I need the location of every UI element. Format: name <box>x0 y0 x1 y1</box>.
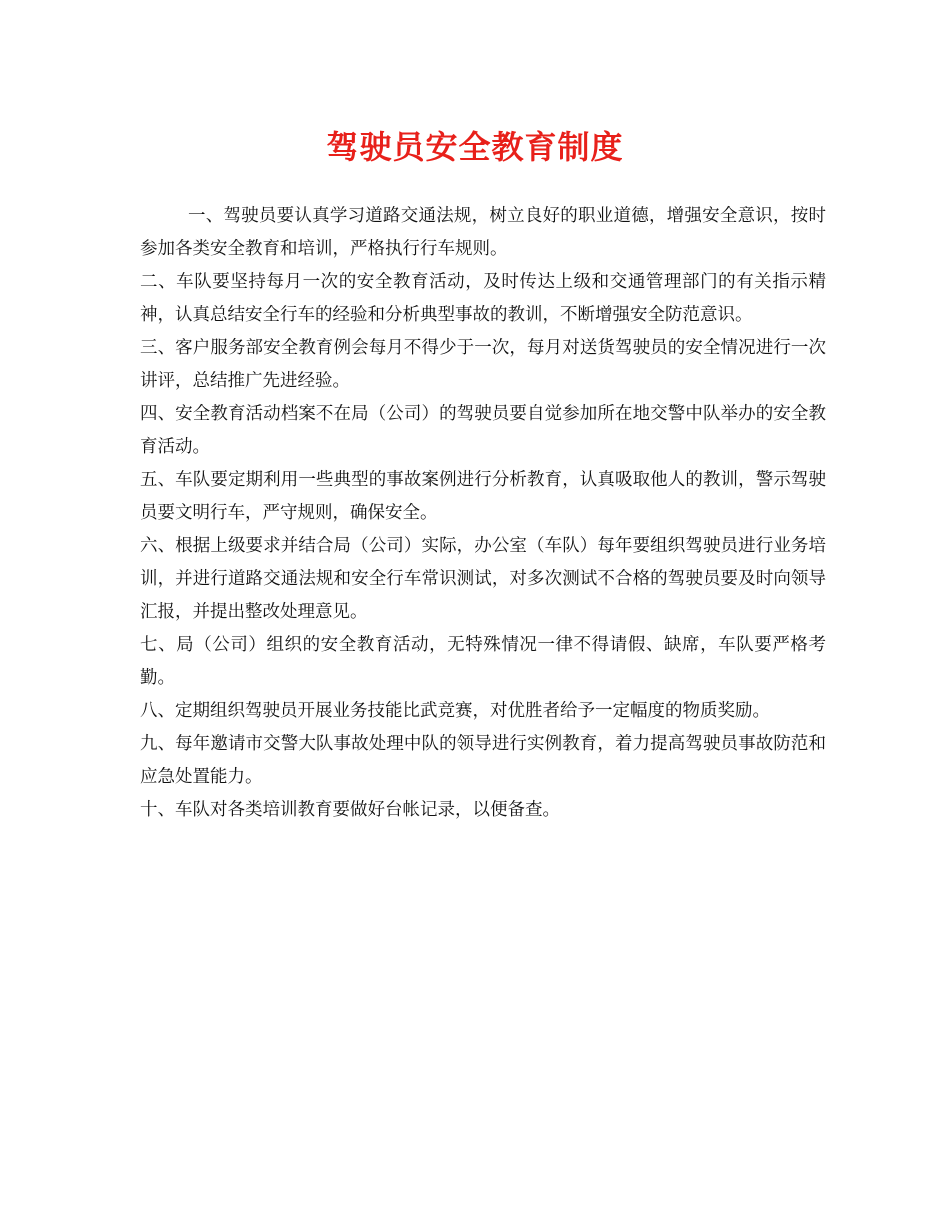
paragraph-7: 七、局（公司）组织的安全教育活动，无特殊情况一律不得请假、缺席，车队要严格考勤。 <box>140 635 826 688</box>
paragraph-5: 五、车队要定期利用一些典型的事故案例进行分析教育，认真吸取他人的教训，警示驾驶员要文明行车，严守规则，确保安全。 <box>140 470 826 523</box>
paragraph-9: 九、每年邀请市交警大队事故处理中队的领导进行实例教育，着力提高驾驶员事故防范和应急处置能力。 <box>140 734 826 787</box>
paragraph-6: 六、根据上级要求并结合局（公司）实际，办公室（车队）每年要组织驾驶员进行业务培训，并进行道路交通法规和安全行车常识测试，对多次测试不合格的驾驶员要及时向领导汇报，并提出整改处理意见。 <box>140 536 826 622</box>
paragraph-1: 一、驾驶员要认真学习道路交通法规，树立良好的职业道德，增强安全意识，按时参加各类安全教育和培训，严格执行行车规则。 <box>140 206 826 259</box>
paragraph-8: 八、定期组织驾驶员开展业务技能比武竞赛，对优胜者给予一定幅度的物质奖励。 <box>140 701 770 721</box>
paragraph-4: 四、安全教育活动档案不在局（公司）的驾驶员要自觉参加所在地交警中队举办的安全教育活动。 <box>140 404 826 457</box>
document-title: 驾驶员安全教育制度 <box>326 128 624 166</box>
paragraph-3: 三、客户服务部安全教育例会每月不得少于一次，每月对送货驾驶员的安全情况进行一次讲评，总结推广先进经验。 <box>140 338 826 391</box>
paragraph-10: 十、车队对各类培训教育要做好台帐记录，以便备查。 <box>140 800 560 820</box>
paragraph-2: 二、车队要坚持每月一次的安全教育活动，及时传达上级和交通管理部门的有关指示精神，认真总结安全行车的经验和分析典型事故的教训，不断增强安全防范意识。 <box>140 272 826 325</box>
document-body <box>140 200 826 827</box>
